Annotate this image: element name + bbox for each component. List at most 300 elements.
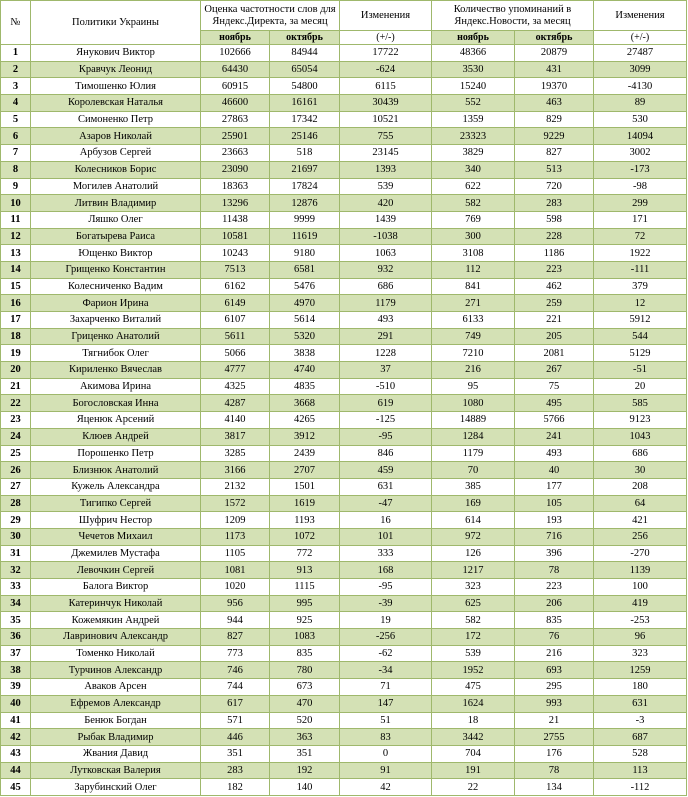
news-change: 585 xyxy=(594,395,687,412)
direct-change: 91 xyxy=(340,762,432,779)
direct-november: 6149 xyxy=(201,295,270,312)
news-october: 513 xyxy=(515,161,594,178)
row-number: 13 xyxy=(1,245,31,262)
direct-october: 11619 xyxy=(270,228,340,245)
direct-november: 1081 xyxy=(201,562,270,579)
direct-october: 3668 xyxy=(270,395,340,412)
news-november: 475 xyxy=(432,679,515,696)
direct-change: -34 xyxy=(340,662,432,679)
direct-november: 446 xyxy=(201,729,270,746)
news-october: 835 xyxy=(515,612,594,629)
direct-change: 539 xyxy=(340,178,432,195)
row-number: 27 xyxy=(1,478,31,495)
news-change: 30 xyxy=(594,462,687,479)
row-number: 30 xyxy=(1,528,31,545)
news-november: 6133 xyxy=(432,312,515,329)
table-row xyxy=(1,629,687,646)
table-body xyxy=(1,45,687,796)
direct-november: 4140 xyxy=(201,412,270,429)
news-change: -98 xyxy=(594,178,687,195)
table-row xyxy=(1,712,687,729)
row-number: 26 xyxy=(1,462,31,479)
table-row xyxy=(1,111,687,128)
news-november: 126 xyxy=(432,545,515,562)
politician-name: Ефремов Александр xyxy=(31,695,201,712)
direct-november: 1572 xyxy=(201,495,270,512)
row-number: 35 xyxy=(1,612,31,629)
direct-october: 5320 xyxy=(270,328,340,345)
news-change: 100 xyxy=(594,579,687,596)
news-october: 2081 xyxy=(515,345,594,362)
news-october: 495 xyxy=(515,395,594,412)
header-plusminus-2: (+/-) xyxy=(594,31,687,45)
table-row xyxy=(1,679,687,696)
header-num: № xyxy=(1,1,31,45)
news-october: 2755 xyxy=(515,729,594,746)
table-row xyxy=(1,195,687,212)
direct-october: 4740 xyxy=(270,362,340,379)
news-october: 9229 xyxy=(515,128,594,145)
row-number: 4 xyxy=(1,95,31,112)
news-change: 686 xyxy=(594,445,687,462)
row-number: 7 xyxy=(1,145,31,162)
news-change: 89 xyxy=(594,95,687,112)
direct-change: 619 xyxy=(340,395,432,412)
direct-october: 925 xyxy=(270,612,340,629)
direct-october: 3912 xyxy=(270,428,340,445)
row-number: 32 xyxy=(1,562,31,579)
news-november: 18 xyxy=(432,712,515,729)
direct-october: 1072 xyxy=(270,528,340,545)
politician-name: Тимошенко Юлия xyxy=(31,78,201,95)
row-number: 6 xyxy=(1,128,31,145)
news-october: 396 xyxy=(515,545,594,562)
news-change: 72 xyxy=(594,228,687,245)
news-change: 530 xyxy=(594,111,687,128)
direct-november: 60915 xyxy=(201,78,270,95)
news-november: 15240 xyxy=(432,78,515,95)
direct-change: 932 xyxy=(340,261,432,278)
direct-november: 1105 xyxy=(201,545,270,562)
news-october: 223 xyxy=(515,579,594,596)
news-change: 419 xyxy=(594,595,687,612)
politician-name: Могилев Анатолий xyxy=(31,178,201,195)
direct-october: 16161 xyxy=(270,95,340,112)
direct-november: 4287 xyxy=(201,395,270,412)
direct-november: 5611 xyxy=(201,328,270,345)
news-november: 841 xyxy=(432,278,515,295)
direct-october: 140 xyxy=(270,779,340,796)
table-row xyxy=(1,178,687,195)
table-header xyxy=(1,1,687,45)
direct-october: 1619 xyxy=(270,495,340,512)
news-change: 96 xyxy=(594,629,687,646)
news-november: 1080 xyxy=(432,395,515,412)
direct-change: 51 xyxy=(340,712,432,729)
direct-november: 5066 xyxy=(201,345,270,362)
politician-name: Гриценко Анатолий xyxy=(31,328,201,345)
table-row xyxy=(1,312,687,329)
table-row xyxy=(1,228,687,245)
table-row xyxy=(1,595,687,612)
row-number: 37 xyxy=(1,645,31,662)
news-october: 75 xyxy=(515,378,594,395)
news-november: 48366 xyxy=(432,45,515,62)
news-november: 625 xyxy=(432,595,515,612)
direct-november: 773 xyxy=(201,645,270,662)
row-number: 18 xyxy=(1,328,31,345)
direct-november: 351 xyxy=(201,745,270,762)
table-row xyxy=(1,478,687,495)
news-november: 582 xyxy=(432,612,515,629)
direct-change: 17722 xyxy=(340,45,432,62)
news-november: 972 xyxy=(432,528,515,545)
direct-october: 673 xyxy=(270,679,340,696)
news-change: 1139 xyxy=(594,562,687,579)
row-number: 2 xyxy=(1,61,31,78)
direct-change: -95 xyxy=(340,428,432,445)
direct-change: 16 xyxy=(340,512,432,529)
news-change: -3 xyxy=(594,712,687,729)
news-october: 462 xyxy=(515,278,594,295)
direct-october: 518 xyxy=(270,145,340,162)
row-number: 15 xyxy=(1,278,31,295)
direct-october: 2707 xyxy=(270,462,340,479)
news-october: 21 xyxy=(515,712,594,729)
direct-november: 1173 xyxy=(201,528,270,545)
row-number: 5 xyxy=(1,111,31,128)
politician-name: Турчинов Александр xyxy=(31,662,201,679)
row-number: 42 xyxy=(1,729,31,746)
news-november: 3108 xyxy=(432,245,515,262)
direct-october: 4265 xyxy=(270,412,340,429)
direct-november: 6107 xyxy=(201,312,270,329)
news-november: 95 xyxy=(432,378,515,395)
news-change: 544 xyxy=(594,328,687,345)
direct-november: 13296 xyxy=(201,195,270,212)
news-october: 205 xyxy=(515,328,594,345)
row-number: 3 xyxy=(1,78,31,95)
table-row xyxy=(1,612,687,629)
politician-name: Грищенко Константин xyxy=(31,261,201,278)
politician-name: Бенюк Богдан xyxy=(31,712,201,729)
direct-october: 5476 xyxy=(270,278,340,295)
direct-october: 351 xyxy=(270,745,340,762)
politician-name: Шуфрич Нестор xyxy=(31,512,201,529)
direct-change: 30439 xyxy=(340,95,432,112)
news-change: 113 xyxy=(594,762,687,779)
table-row xyxy=(1,579,687,596)
direct-october: 12876 xyxy=(270,195,340,212)
news-october: 259 xyxy=(515,295,594,312)
news-change: 687 xyxy=(594,729,687,746)
direct-november: 3166 xyxy=(201,462,270,479)
table-row xyxy=(1,745,687,762)
news-change: 20 xyxy=(594,378,687,395)
politician-name: Клюев Андрей xyxy=(31,428,201,445)
direct-october: 21697 xyxy=(270,161,340,178)
direct-change: 71 xyxy=(340,679,432,696)
news-november: 385 xyxy=(432,478,515,495)
news-november: 3530 xyxy=(432,61,515,78)
direct-change: -95 xyxy=(340,579,432,596)
news-october: 493 xyxy=(515,445,594,462)
direct-october: 3838 xyxy=(270,345,340,362)
news-october: 206 xyxy=(515,595,594,612)
row-number: 40 xyxy=(1,695,31,712)
direct-october: 4970 xyxy=(270,295,340,312)
direct-change: -1038 xyxy=(340,228,432,245)
direct-november: 744 xyxy=(201,679,270,696)
politician-name: Арбузов Сергей xyxy=(31,145,201,162)
politician-name: Захарченко Виталий xyxy=(31,312,201,329)
news-november: 340 xyxy=(432,161,515,178)
direct-change: -62 xyxy=(340,645,432,662)
news-october: 20879 xyxy=(515,45,594,62)
direct-october: 1501 xyxy=(270,478,340,495)
row-number: 38 xyxy=(1,662,31,679)
news-october: 78 xyxy=(515,562,594,579)
news-october: 221 xyxy=(515,312,594,329)
row-number: 12 xyxy=(1,228,31,245)
news-november: 1359 xyxy=(432,111,515,128)
table-row xyxy=(1,445,687,462)
news-october: 829 xyxy=(515,111,594,128)
news-november: 582 xyxy=(432,195,515,212)
politician-name: Лутковская Валерия xyxy=(31,762,201,779)
politician-name: Катеринчук Николай xyxy=(31,595,201,612)
table-row xyxy=(1,278,687,295)
politician-name: Фарион Ирина xyxy=(31,295,201,312)
table-row xyxy=(1,395,687,412)
politician-name: Кожемякин Андрей xyxy=(31,612,201,629)
news-november: 169 xyxy=(432,495,515,512)
table-row xyxy=(1,428,687,445)
politician-name: Симоненко Петр xyxy=(31,111,201,128)
news-october: 720 xyxy=(515,178,594,195)
direct-november: 27863 xyxy=(201,111,270,128)
news-october: 40 xyxy=(515,462,594,479)
news-november: 704 xyxy=(432,745,515,762)
direct-november: 11438 xyxy=(201,211,270,228)
direct-october: 54800 xyxy=(270,78,340,95)
direct-change: 0 xyxy=(340,745,432,762)
row-number: 44 xyxy=(1,762,31,779)
direct-change: 101 xyxy=(340,528,432,545)
direct-november: 571 xyxy=(201,712,270,729)
news-november: 323 xyxy=(432,579,515,596)
direct-october: 84944 xyxy=(270,45,340,62)
news-november: 191 xyxy=(432,762,515,779)
politician-name: Колесниченко Вадим xyxy=(31,278,201,295)
direct-change: -39 xyxy=(340,595,432,612)
header-change-2: Изменения xyxy=(594,1,687,31)
direct-change: 19 xyxy=(340,612,432,629)
news-november: 7210 xyxy=(432,345,515,362)
row-number: 16 xyxy=(1,295,31,312)
news-november: 172 xyxy=(432,629,515,646)
table-row xyxy=(1,495,687,512)
news-november: 3829 xyxy=(432,145,515,162)
politician-name: Ющенко Виктор xyxy=(31,245,201,262)
direct-october: 4835 xyxy=(270,378,340,395)
news-change: -51 xyxy=(594,362,687,379)
header-direct: Оценка частотности слов для Яндекс.Директа, за месяц xyxy=(201,1,340,31)
table-row xyxy=(1,145,687,162)
direct-change: 1228 xyxy=(340,345,432,362)
news-change: 1922 xyxy=(594,245,687,262)
news-october: 431 xyxy=(515,61,594,78)
row-number: 8 xyxy=(1,161,31,178)
news-change: 1043 xyxy=(594,428,687,445)
news-october: 993 xyxy=(515,695,594,712)
direct-change: 631 xyxy=(340,478,432,495)
row-number: 24 xyxy=(1,428,31,445)
direct-october: 1193 xyxy=(270,512,340,529)
row-number: 33 xyxy=(1,579,31,596)
table-row xyxy=(1,45,687,62)
direct-october: 470 xyxy=(270,695,340,712)
news-october: 598 xyxy=(515,211,594,228)
politician-name: Левочкин Сергей xyxy=(31,562,201,579)
direct-october: 9180 xyxy=(270,245,340,262)
row-number: 9 xyxy=(1,178,31,195)
politician-name: Томенко Николай xyxy=(31,645,201,662)
politician-name: Жвания Давид xyxy=(31,745,201,762)
table-row xyxy=(1,695,687,712)
direct-november: 64430 xyxy=(201,61,270,78)
direct-october: 835 xyxy=(270,645,340,662)
header-news: Количество упоминаний в Яндекс.Новости, за месяц xyxy=(432,1,594,31)
direct-change: -125 xyxy=(340,412,432,429)
politician-name: Кужель Александра xyxy=(31,478,201,495)
header-october: октябрь xyxy=(270,31,340,45)
news-october: 134 xyxy=(515,779,594,796)
direct-october: 192 xyxy=(270,762,340,779)
direct-october: 780 xyxy=(270,662,340,679)
direct-november: 3817 xyxy=(201,428,270,445)
politician-name: Лавринович Александр xyxy=(31,629,201,646)
news-change: 3099 xyxy=(594,61,687,78)
news-change: -253 xyxy=(594,612,687,629)
politician-name: Тягнибок Олег xyxy=(31,345,201,362)
news-october: 283 xyxy=(515,195,594,212)
direct-change: -510 xyxy=(340,378,432,395)
table-row xyxy=(1,328,687,345)
header-change: Изменения xyxy=(340,1,432,31)
table-row xyxy=(1,61,687,78)
row-number: 14 xyxy=(1,261,31,278)
news-change: 528 xyxy=(594,745,687,762)
header-november-2: ноябрь xyxy=(432,31,515,45)
direct-november: 4325 xyxy=(201,378,270,395)
direct-november: 46600 xyxy=(201,95,270,112)
direct-change: 1063 xyxy=(340,245,432,262)
politician-name: Кравчук Леонид xyxy=(31,61,201,78)
direct-change: 459 xyxy=(340,462,432,479)
news-november: 622 xyxy=(432,178,515,195)
table-row xyxy=(1,512,687,529)
table-row xyxy=(1,645,687,662)
table-row xyxy=(1,128,687,145)
news-change: -173 xyxy=(594,161,687,178)
news-october: 223 xyxy=(515,261,594,278)
row-number: 17 xyxy=(1,312,31,329)
row-number: 43 xyxy=(1,745,31,762)
news-change: 379 xyxy=(594,278,687,295)
table-row xyxy=(1,345,687,362)
table-row xyxy=(1,528,687,545)
news-change: 171 xyxy=(594,211,687,228)
news-change: 64 xyxy=(594,495,687,512)
news-november: 769 xyxy=(432,211,515,228)
news-change: 27487 xyxy=(594,45,687,62)
direct-change: 1439 xyxy=(340,211,432,228)
row-number: 29 xyxy=(1,512,31,529)
news-november: 70 xyxy=(432,462,515,479)
news-november: 14889 xyxy=(432,412,515,429)
direct-october: 65054 xyxy=(270,61,340,78)
row-number: 28 xyxy=(1,495,31,512)
news-october: 716 xyxy=(515,528,594,545)
direct-change: 23145 xyxy=(340,145,432,162)
header-november: ноябрь xyxy=(201,31,270,45)
table-row xyxy=(1,662,687,679)
row-number: 1 xyxy=(1,45,31,62)
news-change: -270 xyxy=(594,545,687,562)
table-row xyxy=(1,779,687,796)
news-change: 421 xyxy=(594,512,687,529)
direct-change: 291 xyxy=(340,328,432,345)
row-number: 41 xyxy=(1,712,31,729)
politician-name: Янукович Виктор xyxy=(31,45,201,62)
table-row xyxy=(1,362,687,379)
direct-november: 2132 xyxy=(201,478,270,495)
direct-november: 617 xyxy=(201,695,270,712)
direct-october: 1115 xyxy=(270,579,340,596)
direct-change: -256 xyxy=(340,629,432,646)
direct-october: 913 xyxy=(270,562,340,579)
direct-change: 42 xyxy=(340,779,432,796)
news-change: 5129 xyxy=(594,345,687,362)
politician-name: Зарубинский Олег xyxy=(31,779,201,796)
news-october: 267 xyxy=(515,362,594,379)
news-november: 1284 xyxy=(432,428,515,445)
politician-name: Богословская Инна xyxy=(31,395,201,412)
news-change: -111 xyxy=(594,261,687,278)
news-november: 1217 xyxy=(432,562,515,579)
news-november: 1179 xyxy=(432,445,515,462)
direct-change: 1393 xyxy=(340,161,432,178)
politician-name: Близнюк Анатолий xyxy=(31,462,201,479)
politician-name: Тигипко Сергей xyxy=(31,495,201,512)
direct-october: 772 xyxy=(270,545,340,562)
direct-october: 520 xyxy=(270,712,340,729)
direct-october: 1083 xyxy=(270,629,340,646)
politician-name: Порошенко Петр xyxy=(31,445,201,462)
table-row xyxy=(1,378,687,395)
politician-name: Джемилев Мустафа xyxy=(31,545,201,562)
direct-november: 10581 xyxy=(201,228,270,245)
table-row xyxy=(1,78,687,95)
politician-name: Королевская Наталья xyxy=(31,95,201,112)
row-number: 45 xyxy=(1,779,31,796)
news-change: 14094 xyxy=(594,128,687,145)
news-november: 552 xyxy=(432,95,515,112)
direct-november: 1209 xyxy=(201,512,270,529)
news-november: 539 xyxy=(432,645,515,662)
direct-change: 493 xyxy=(340,312,432,329)
